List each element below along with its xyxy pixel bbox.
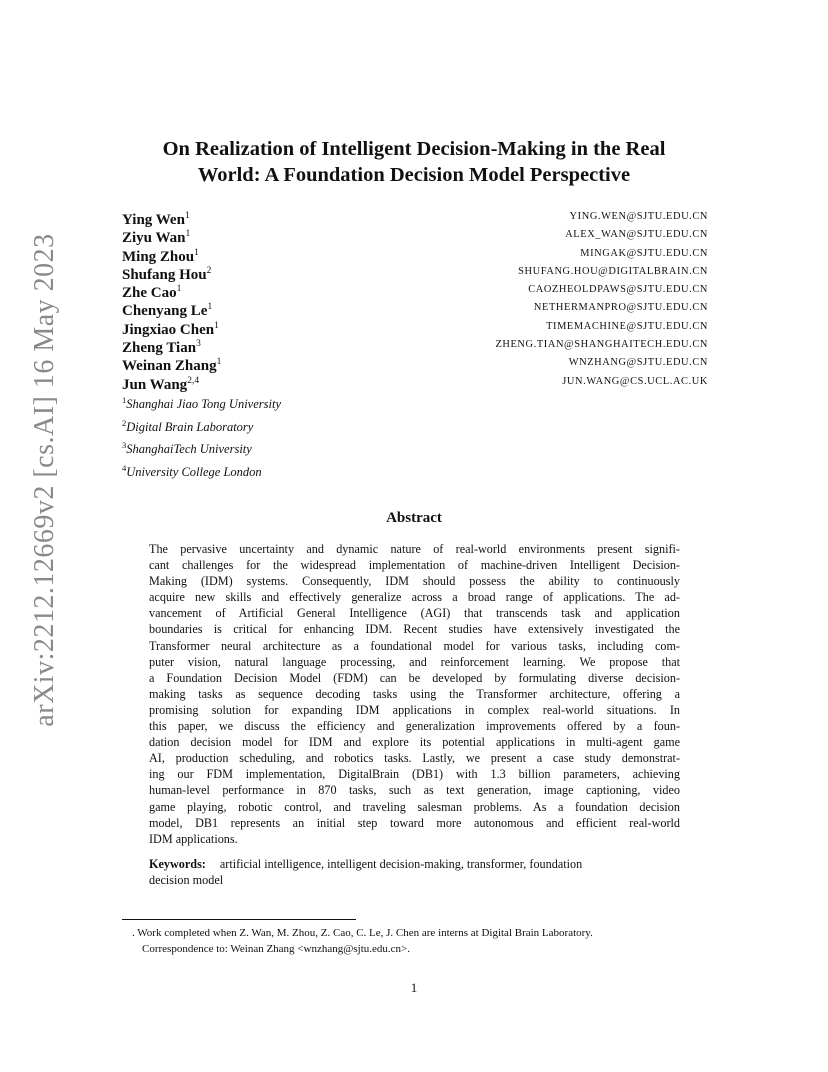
affiliation: $^1$Shanghai Jiao Tong University [122,395,281,411]
abstract-line: acquire new skills and effectively generalize across a broad range of applications. The ad- [149,590,680,605]
author-email: NETHERMANPRO@SJTU.EDU.CN [533,302,708,314]
abstract-line: boundaries is critical for enhancing IDM. Recent studies have extensively investigated the [149,622,680,637]
author-email: SHUFANG.HOU@DIGITALBRAIN.CN [518,265,708,277]
keywords-label: Keywords: [149,857,206,871]
keywords-line [149,856,680,872]
author-row [122,207,708,228]
affiliation: $^2$Digital Brain Laboratory [122,417,254,434]
abstract-line: making tasks as sequence decoding tasks using the Transformer architecture, offering a [149,686,680,701]
author-row [122,298,708,320]
footnote-line: . Work completed when Z. Wan, M. Zhou, Z. Cao, C. Le, J. Chen are interns at Digital Brain Laboratory. [132,927,593,939]
abstract-line: this paper, we discuss the efficiency and generalization improvements offered by a foun- [149,719,680,734]
author-name: Ying Wen$^1$ [122,211,190,228]
author-row [122,280,708,302]
paper-title [110,136,718,188]
abstract-heading: Abstract [386,510,442,526]
author-name: Zhe Cao$^1$ [122,284,182,302]
affiliation: $^4$University College London [122,462,262,479]
author-name: Jun Wang$^{2,4}$ [122,375,200,393]
author-name: Chenyang Le$^1$ [122,302,213,320]
author-email: YING.WEN@SJTU.EDU.CN [569,211,708,222]
author-email: TIMEMACHINE@SJTU.EDU.CN [546,320,708,332]
author-name: Ming Zhou$^1$ [122,247,199,265]
abstract-line: Making (IDM) systems. Consequently, IDM should possess the ability to continuously [149,574,680,589]
abstract-line: a Foundation Decision Model (FDM) can be developed by formulating diverse decision- [149,670,680,685]
author-name: Weinan Zhang$^1$ [122,357,222,375]
abstract-line: cant challenges for the widespread implementation of machine-driven Intelligent Decision- [149,558,680,573]
author-row [122,225,708,247]
affiliation: $^3$ShanghaiTech University [122,440,252,456]
abstract-line: game playing, robotic control, and traveling salesman problems. As a foundation decision [149,799,680,814]
author-row [122,317,708,338]
footnote-line: Correspondence to: Weinan Zhang <wnzhang@sjtu.edu.cn>. [142,942,410,955]
keywords-line: decision model [149,873,224,888]
author-row [122,335,708,357]
author-list [122,207,708,393]
abstract-line: AI, production scheduling, and robotics tasks. Lastly, we present a case study demonstrat- [149,751,680,766]
author-name: Jingxiao Chen$^1$ [122,320,219,338]
arxiv-identifier: arXiv:2212.12669v2 [cs.AI] 16 May 2023 [29,233,60,727]
keywords [149,856,680,888]
footnote-rule [122,919,356,920]
abstract-line: human-level performance in 870 tasks, such as text generation, image captioning, video [149,783,680,798]
author-name: Zheng Tian$^3$ [122,339,201,357]
page-number: 1 [410,980,418,995]
author-email: ALEX_WAN@SJTU.EDU.CN [565,229,708,241]
abstract-line: vancement of Artificial General Intelligence (AGI) that transcends task and application [149,606,680,621]
abstract-line: Transformer neural architecture as a foundational model for various tasks, including com- [149,638,680,653]
author-email: MINGAK@SJTU.EDU.CN [580,247,708,259]
author-name: Ziyu Wan$^1$ [122,229,191,247]
footnote [132,926,593,957]
abstract-line: dation decision model for IDM and explore its potential applications in multi-agent game [149,735,680,750]
author-row [122,372,708,393]
author-email: JUN.WANG@CS.UCL.AC.UK [562,375,708,387]
title-line: World: A Foundation Decision Model Perspective [197,164,631,186]
author-email: ZHENG.TIAN@SHANGHAITECH.EDU.CN [495,339,708,351]
author-row [122,262,708,283]
author-email: CAOZHEOLDPAWS@SJTU.EDU.CN [528,284,708,296]
abstract-body [149,541,680,847]
abstract-line: model, DB1 represents an initial step toward more autonomous and efficient real-world [149,815,680,830]
abstract-line: IDM applications. [149,831,238,846]
author-email: WNZHANG@SJTU.EDU.CN [568,357,708,369]
keywords-text: artificial intelligence, intelligent decision-making, transformer, foundation [219,857,583,871]
abstract-line: puter vision, natural language processing, and reinforcement learning. We propose that [149,654,680,669]
abstract-line: The pervasive uncertainty and dynamic nature of real-world environments present signifi- [149,542,680,556]
author-row [122,353,708,375]
affiliation-list [122,391,281,481]
author-row [122,244,708,265]
author-name: Shufang Hou$^2$ [122,265,212,283]
abstract-line: ing our FDM implementation, DigitalBrain (DB1) with 1.3 billion parameters, achieving [149,767,680,782]
abstract-line: promising solution for expanding IDM applications in complex real-world situations. In [149,702,680,717]
title-line: On Realization of Intelligent Decision-Making in the Real [162,138,666,160]
